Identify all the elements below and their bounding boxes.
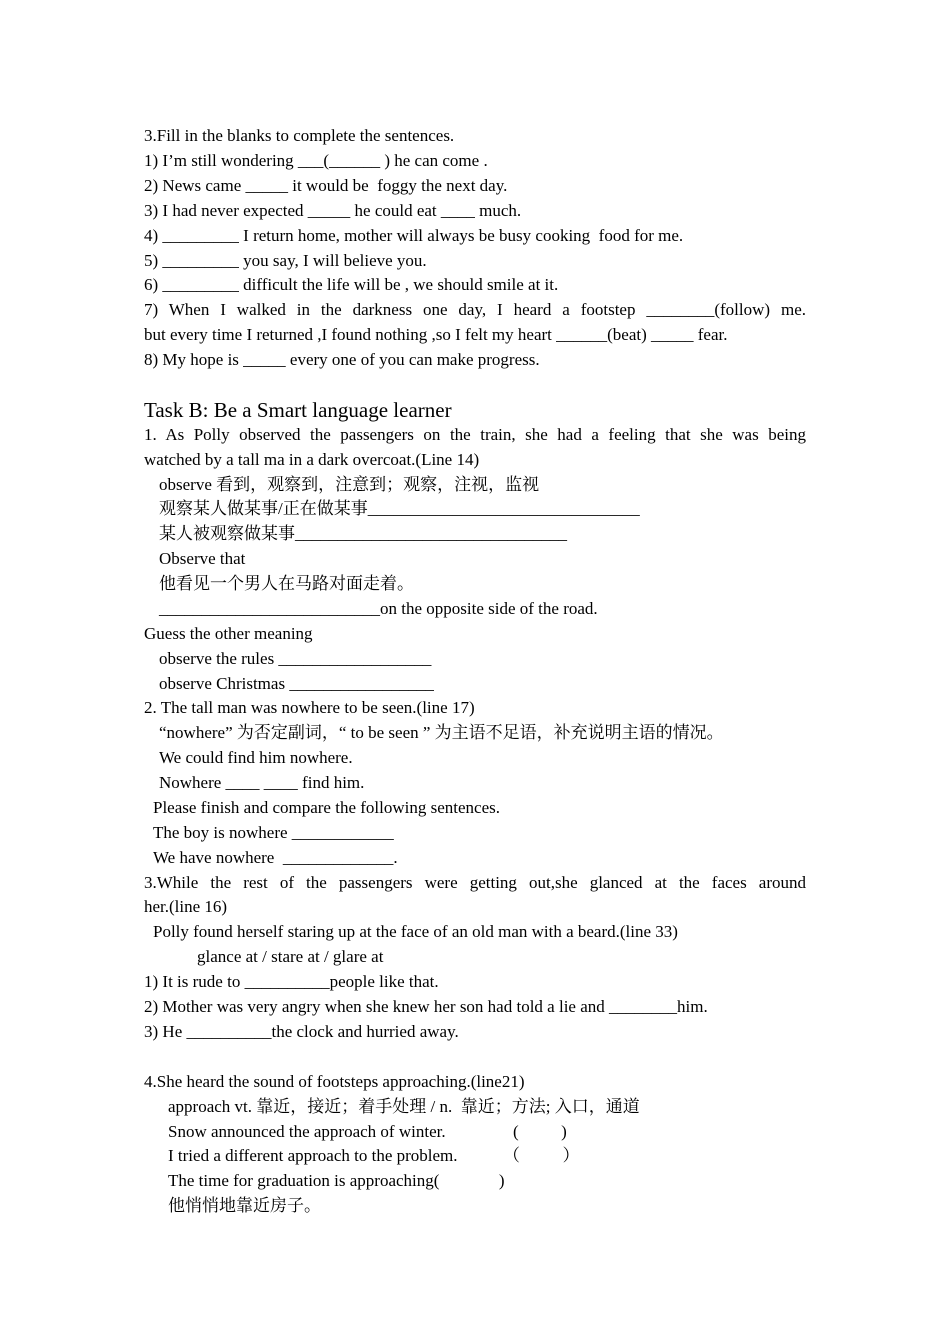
section-3-item-3: 3) I had never expected _____ he could eat ____ much. <box>144 201 522 220</box>
q4-example-3: The time for graduation is approaching( ) <box>168 1171 505 1190</box>
q1-active-pattern: 观察某人做某事/正在做某事________________________________ <box>159 499 640 518</box>
section-3-item-1: 1) I’m still wondering ___(______ ) he can come . <box>144 151 488 170</box>
q1-observe-definition: observe 看到，观察到，注意到；观察，注视，监视 <box>159 475 540 494</box>
q2-sentence-1: The boy is nowhere ____________ <box>153 823 394 842</box>
q2-grammar-note: “nowhere” 为否定副词，“ to be seen ” 为主语不足语，补充说明主语的情况。 <box>159 723 724 742</box>
q4-example-4: 他悄悄地靠近房子。 <box>168 1196 321 1215</box>
q4-line-1: 4.She heard the sound of footsteps approaching.(line21) <box>144 1072 525 1091</box>
q4-example-1-blank: ( ) <box>513 1122 567 1141</box>
section-3-item-4: 4) _________ I return home, mother will always be busy cooking food for me. <box>144 226 684 245</box>
q1-translation-blank: __________________________on the opposite side of the road. <box>159 599 598 618</box>
q1-line-1: 1. As Polly observed the passengers on the train, she had a feeling that she was being <box>144 425 806 444</box>
section-3-item-7: 7) When I walked in the darkness one day, I heard a footstep ________(follow) me. <box>144 300 806 319</box>
q4-example-2: I tried a different approach to the problem. <box>168 1146 458 1165</box>
q2-sentence-2: We have nowhere _____________. <box>153 848 398 867</box>
q3-line-2: her.(line 16) <box>144 897 228 916</box>
section-3-item-6: 6) _________ difficult the life will be , we should smile at it. <box>144 275 559 294</box>
q1-observe-christmas: observe Christmas _________________ <box>159 674 434 693</box>
q1-line-2: watched by a tall ma in a dark overcoat.(Line 14) <box>144 450 480 469</box>
section-3-item-2: 2) News came _____ it would be foggy the next day. <box>144 176 508 195</box>
q1-observe-that: Observe that <box>159 549 246 568</box>
q1-guess-meaning: Guess the other meaning <box>144 624 313 643</box>
q3-item-3: 3) He __________the clock and hurried away. <box>144 1022 459 1041</box>
q2-example-1: We could find him nowhere. <box>159 748 353 767</box>
q1-chinese-example: 他看见一个男人在马路对面走着。 <box>159 574 414 593</box>
q3-item-1: 1) It is rude to __________people like that. <box>144 972 439 991</box>
q2-example-2: Nowhere ____ ____ find him. <box>159 773 365 792</box>
q4-definition: approach vt. 靠近，接近；着手处理 / n. 靠近；方法; 入口，通道 <box>168 1097 640 1116</box>
q3-line-1: 3.While the rest of the passengers were getting out,she glanced at the faces around <box>144 873 806 892</box>
q4-example-2-blank: （ ） <box>503 1146 580 1165</box>
section-3-item-5: 5) _________ you say, I will believe you. <box>144 251 427 270</box>
q1-passive-pattern: 某人被观察做某事________________________________ <box>159 524 567 543</box>
q2-instruction: Please finish and compare the following sentences. <box>153 798 500 817</box>
task-b-heading: Task B: Be a Smart language learner <box>144 398 452 422</box>
q3-word-options: glance at / stare at / glare at <box>197 947 384 966</box>
q3-item-2: 2) Mother was very angry when she knew her son had told a lie and ________him. <box>144 997 708 1016</box>
section-3-title: 3.Fill in the blanks to complete the sentences. <box>144 126 455 145</box>
section-3-item-8: 8) My hope is _____ every one of you can make progress. <box>144 350 540 369</box>
q3-line-3: Polly found herself staring up at the face of an old man with a beard.(line 33) <box>153 922 678 941</box>
q1-observe-rules: observe the rules __________________ <box>159 649 432 668</box>
section-3-item-7-cont: but every time I returned ,I found nothing ,so I felt my heart ______(beat) _____ fear. <box>144 325 728 344</box>
q4-example-1: Snow announced the approach of winter. <box>168 1122 446 1141</box>
q2-line-1: 2. The tall man was nowhere to be seen.(line 17) <box>144 698 475 717</box>
